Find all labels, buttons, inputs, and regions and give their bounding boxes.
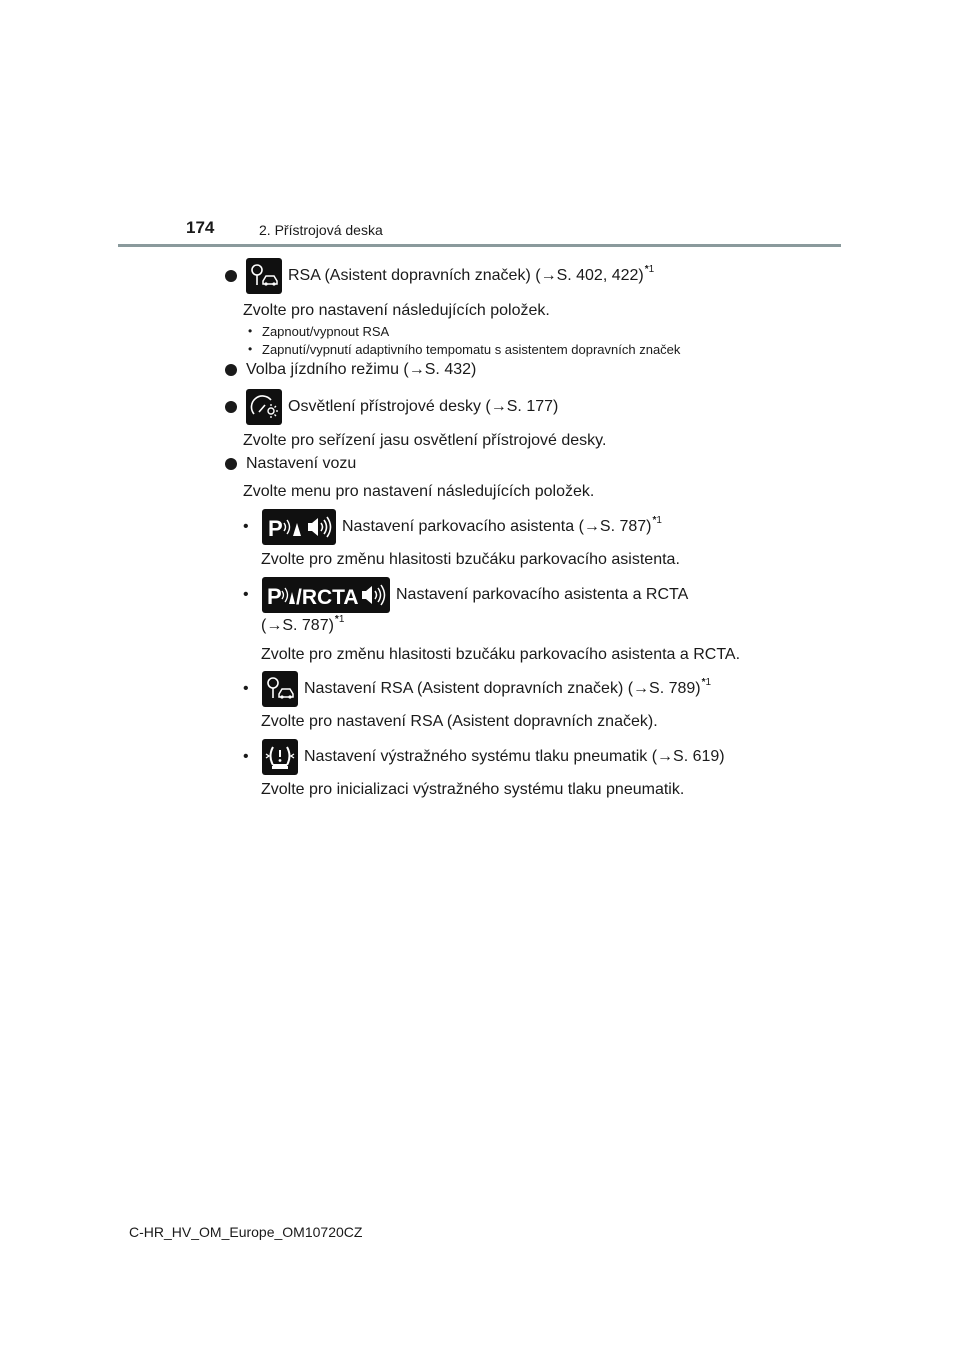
round-bullet	[225, 458, 237, 470]
footnote-marker: *1	[652, 514, 662, 526]
tire-pressure-label: Nastavení výstražného systému tlaku pneumatik (	[304, 748, 658, 765]
rsa-settings-description: Zvolte pro nastavení RSA (Asistent dopravních značek).	[261, 713, 658, 730]
section-title: 2. Přístrojová deska	[259, 222, 383, 238]
arrow-symbol: →	[540, 267, 557, 284]
round-bullet	[225, 364, 237, 376]
tire-pressure-page-ref[interactable]: S. 619)	[673, 748, 725, 765]
parking-assist-rcta-description: Zvolte pro změnu hlasitosti bzučáku parkovacího asistenta a RCTA.	[261, 646, 741, 663]
vehicle-settings-description: Zvolte menu pro nastavení následujících položek.	[243, 483, 595, 500]
round-bullet	[225, 401, 237, 413]
svg-text:/RCTA: /RCTA	[296, 586, 359, 609]
document-code: C-HR_HV_OM_Europe_OM10720CZ	[129, 1224, 363, 1240]
illumination-item	[225, 388, 558, 426]
rsa-sub-item: • Zapnutí/vypnutí adaptivního tempomatu s asistentem dopravních značek	[248, 341, 681, 357]
parking-assist-rcta-entry	[243, 576, 688, 614]
parking-assist-page-ref[interactable]: S. 787)	[599, 518, 652, 535]
rsa-item	[225, 257, 654, 295]
parking-assist-rcta-volume-icon	[262, 577, 390, 613]
tire-pressure-description: Zvolte pro inicializaci výstražného systému tlaku pneumatik.	[261, 781, 685, 798]
footnote-marker: *1	[701, 676, 712, 688]
arrow-symbol: →	[633, 680, 650, 697]
drive-mode-item	[225, 360, 476, 380]
parking-assist-rcta-ref-line: ( → S. 787) *1	[261, 613, 345, 634]
parking-assist-label: Nastavení parkovacího asistenta (	[342, 518, 584, 535]
svg-text:P: P	[268, 516, 283, 541]
parking-assist-rcta-page-ref[interactable]: S. 787)	[282, 617, 334, 634]
drive-mode-page-ref[interactable]: S. 432)	[424, 361, 477, 378]
illumination-page-ref[interactable]: S. 177)	[506, 398, 559, 415]
vehicle-settings-label: Nastavení vozu	[246, 455, 357, 472]
arrow-symbol: →	[657, 748, 674, 765]
page-number: 174	[186, 218, 215, 237]
parking-assist-entry	[243, 508, 662, 546]
rsa-settings-entry	[243, 670, 711, 708]
round-bullet	[225, 270, 237, 282]
rsa-description: Zvolte pro nastavení následujících položek.	[243, 302, 550, 319]
parking-assist-description: Zvolte pro změnu hlasitosti bzučáku parkovacího asistenta.	[261, 551, 680, 568]
dashboard-illumination-icon	[246, 389, 282, 425]
drive-mode-label: Volba jízdního režimu (	[246, 361, 409, 378]
rsa-sub-item: • Zapnout/vypnout RSA	[248, 323, 390, 339]
footnote-marker: *1	[644, 263, 655, 275]
traffic-sign-assist-icon	[246, 258, 282, 294]
parking-assist-rcta-label: Nastavení parkovacího asistenta a RCTA	[396, 586, 689, 603]
parking-assist-volume-icon	[262, 509, 336, 545]
vehicle-settings-item	[225, 454, 356, 474]
rsa-settings-page-ref[interactable]: S. 789)	[649, 680, 701, 697]
arrow-symbol: →	[266, 617, 283, 634]
bullet: •	[243, 586, 249, 603]
illumination-label: Osvětlení přístrojové desky (	[288, 398, 491, 415]
tire-pressure-entry	[243, 738, 725, 776]
illumination-description: Zvolte pro seřízení jasu osvětlení přístrojové desky.	[243, 432, 607, 449]
arrow-symbol: →	[490, 398, 507, 415]
header-divider	[118, 244, 841, 247]
bullet: •	[243, 680, 249, 697]
arrow-symbol: →	[583, 518, 600, 535]
svg-text:P: P	[267, 584, 282, 609]
traffic-sign-assist-icon	[262, 671, 298, 707]
bullet: •	[243, 518, 249, 535]
footnote-marker: *1	[334, 613, 345, 625]
rsa-label: RSA (Asistent dopravních značek) (	[288, 267, 541, 284]
bullet: •	[243, 748, 249, 765]
tire-pressure-warning-icon	[262, 739, 298, 775]
rsa-settings-label: Nastavení RSA (Asistent dopravních značek) (	[304, 680, 634, 697]
rsa-page-ref[interactable]: S. 402, 422)	[556, 267, 644, 284]
arrow-symbol: →	[408, 361, 425, 378]
